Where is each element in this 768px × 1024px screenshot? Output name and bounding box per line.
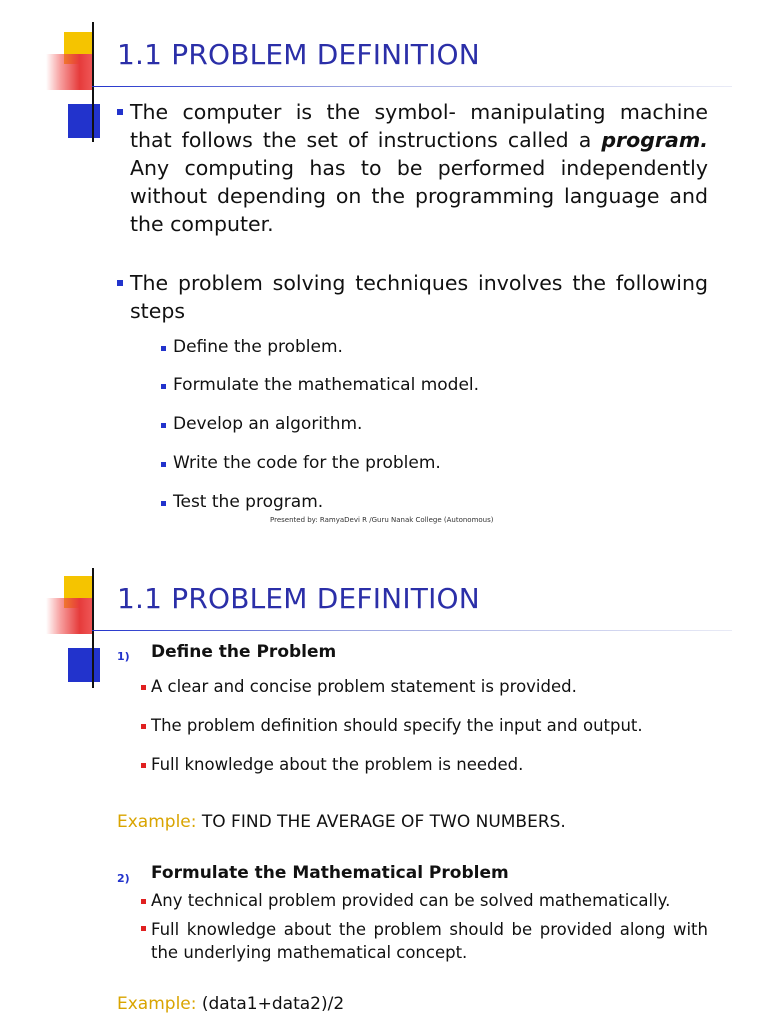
program-emphasis: program.: [601, 128, 708, 152]
list-item: Full knowledge about the problem should be provided along with the underlying mathematical concept.: [151, 918, 708, 964]
corner-decoration: [0, 0, 110, 130]
example-label: Example:: [117, 994, 197, 1014]
bullet-icon: [161, 346, 166, 351]
list-item: The problem definition should specify the input and output.: [151, 716, 643, 735]
list-item: Any technical problem provided can be solved mathematically.: [151, 891, 670, 910]
title-underline: [92, 630, 732, 631]
title-underline: [92, 86, 732, 87]
example-line: Example: TO FIND THE AVERAGE OF TWO NUMBERS.: [117, 812, 566, 832]
bullet-icon: [161, 462, 166, 467]
vertical-rule: [92, 22, 94, 142]
example-label: Example:: [117, 812, 197, 832]
slide-title: 1.1 PROBLEM DEFINITION: [117, 582, 480, 615]
list-item: Write the code for the problem.: [173, 453, 441, 473]
red-square: [46, 598, 94, 634]
bullet-icon: [141, 685, 146, 690]
presenter-footer: Presented by: RamyaDevi R /Guru Nanak College (Autonomous): [270, 516, 494, 524]
bullet-icon: [161, 501, 166, 506]
bullet-icon: [117, 109, 123, 115]
bullet-icon: [141, 926, 146, 931]
blue-square: [68, 104, 100, 138]
list-item: A clear and concise problem statement is provided.: [151, 677, 577, 696]
intro-paragraph: The computer is the symbol- manipulating machine that follows the set of instructions called a program. Any computing has to be performed independently without depending on the programming language and the computer.: [130, 98, 708, 238]
list-item: Test the program.: [173, 492, 323, 512]
bullet-icon: [141, 724, 146, 729]
section-number: 1): [117, 650, 130, 663]
bullet-icon: [161, 384, 166, 389]
bullet-icon: [161, 423, 166, 428]
list-item: Develop an algorithm.: [173, 414, 362, 434]
section-number: 2): [117, 872, 130, 885]
section-heading: Define the Problem: [151, 642, 337, 662]
list-item: Full knowledge about the problem is needed.: [151, 755, 523, 774]
bullet-icon: [141, 763, 146, 768]
bullet-icon: [117, 280, 123, 286]
slide-2: [0, 560, 768, 1024]
corner-decoration: [0, 560, 110, 690]
example-line: Example: (data1+data2)/2: [117, 994, 345, 1014]
list-item: Define the problem.: [173, 337, 343, 357]
vertical-rule: [92, 568, 94, 688]
list-item: Formulate the mathematical model.: [173, 375, 479, 395]
section-heading: Formulate the Mathematical Problem: [151, 863, 509, 883]
slide-title: 1.1 PROBLEM DEFINITION: [117, 38, 480, 71]
bullet-icon: [141, 899, 146, 904]
steps-intro-paragraph: The problem solving techniques involves the following steps: [130, 269, 708, 325]
blue-square: [68, 648, 100, 682]
red-square: [46, 54, 94, 90]
